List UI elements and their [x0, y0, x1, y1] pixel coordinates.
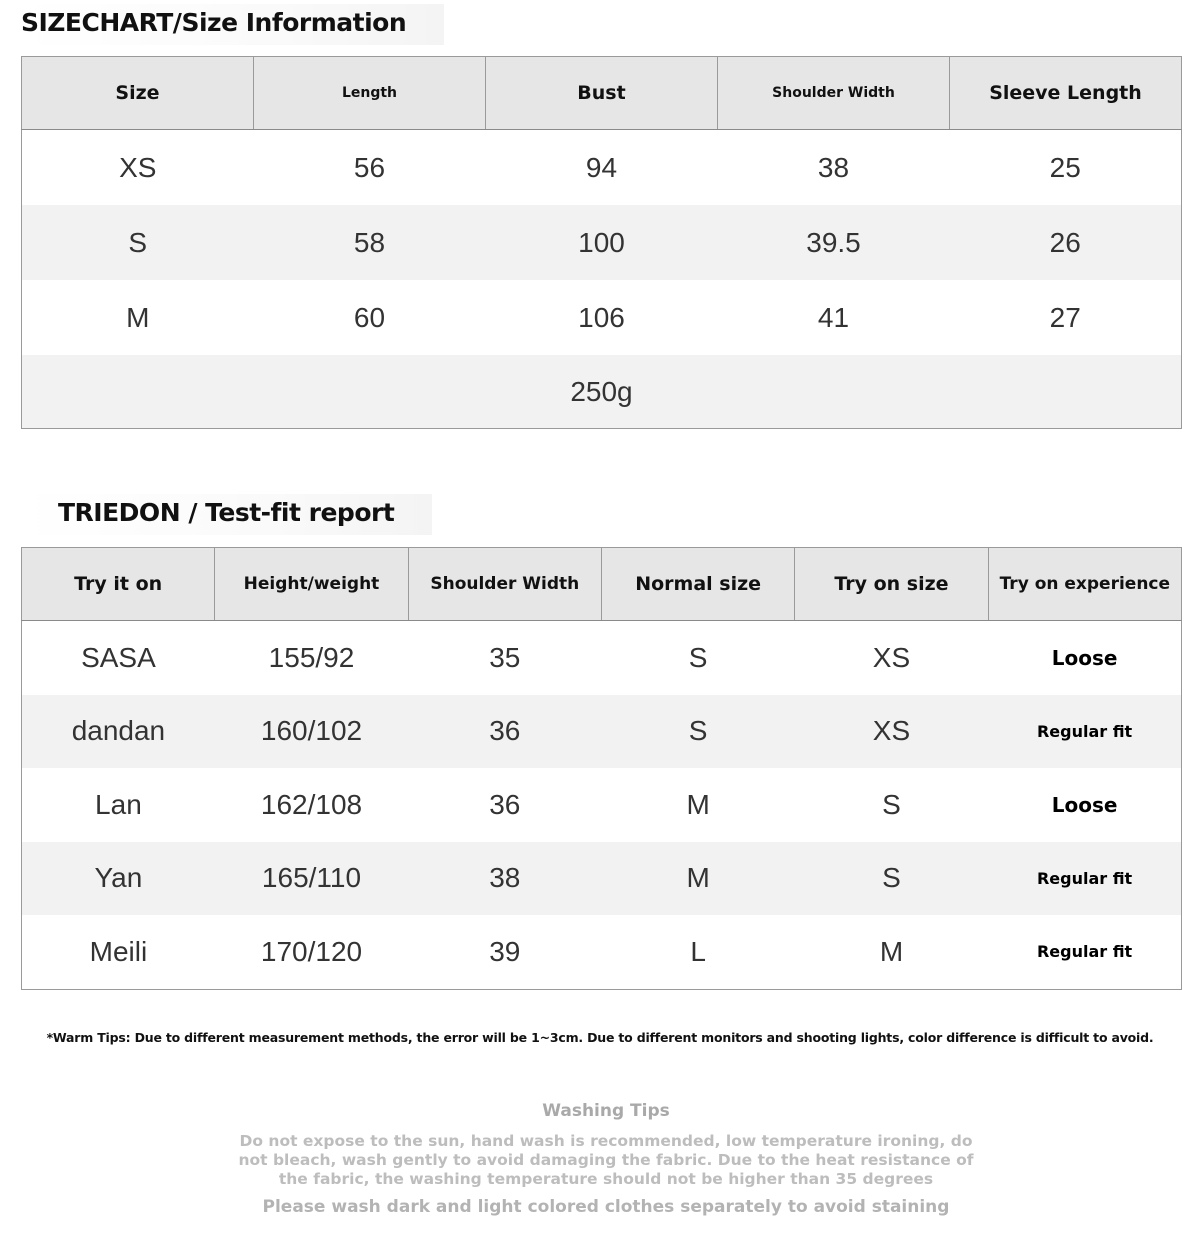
cell-experience: Loose	[1051, 645, 1118, 670]
cell-size: XS	[119, 151, 157, 183]
weight-row	[22, 355, 1182, 429]
cell-name: Lan	[95, 788, 142, 820]
cell-try-on-size: XS	[872, 641, 911, 673]
cell-try-on-size: M	[879, 935, 904, 967]
header-bust: Bust	[486, 57, 718, 130]
header-size: Size	[22, 57, 254, 130]
header-shoulder-width: Shoulder Width	[718, 57, 950, 130]
cell-name: SASA	[81, 641, 156, 673]
test-fit-title: TRIEDON / Test-fit report	[21, 494, 432, 535]
table-row	[22, 280, 1182, 355]
cell-try-on-size: XS	[795, 695, 988, 769]
cell-name: Meili	[89, 935, 148, 967]
size-info-title: SIZECHART/Size Information	[21, 4, 444, 45]
cell-sleeve: 26	[950, 205, 1182, 280]
header-normal-size: Normal size	[601, 548, 794, 621]
header-try-on-size: Try on size	[795, 548, 988, 621]
test-fit-table	[21, 547, 1182, 990]
weight-cell: 250g	[22, 355, 1182, 429]
cell-name: Yan	[22, 842, 215, 916]
cell-size: S	[22, 205, 254, 280]
cell-height-weight: 160/102	[215, 695, 408, 769]
table-row	[22, 842, 1182, 916]
header-length: Length	[254, 57, 486, 130]
washing-tips-title: Washing Tips	[542, 1101, 670, 1121]
cell-height-weight: 155/92	[268, 641, 355, 673]
table-header-row	[22, 548, 1182, 621]
header-shoulder-width: Shoulder Width	[408, 548, 601, 621]
cell-shoulder: 39	[489, 935, 521, 967]
cell-height-weight: 165/110	[215, 842, 408, 916]
cell-length: 56	[353, 151, 386, 183]
cell-normal-size: S	[688, 641, 708, 673]
size-chart-table	[21, 56, 1182, 429]
table-row	[22, 205, 1182, 280]
cell-bust: 100	[486, 205, 718, 280]
table-header-row	[22, 57, 1182, 130]
header-height-weight: Height/weight	[215, 548, 408, 621]
cell-length: 58	[254, 205, 486, 280]
cell-size: M	[126, 301, 150, 333]
cell-normal-size: M	[686, 788, 710, 820]
cell-experience: Regular fit	[1036, 942, 1133, 962]
header-sleeve-length: Sleeve Length	[950, 57, 1182, 130]
table-row	[22, 695, 1182, 769]
cell-experience: Regular fit	[988, 842, 1181, 916]
cell-shoulder: 38	[408, 842, 601, 916]
cell-normal-size: L	[690, 935, 706, 967]
table-row	[22, 915, 1182, 989]
cell-height-weight: 170/120	[260, 935, 363, 967]
cell-shoulder: 36	[408, 695, 601, 769]
table-row	[22, 768, 1182, 842]
header-try-on-experience: Try on experience	[988, 548, 1181, 621]
washing-tips-note: Please wash dark and light colored clothes separately to avoid staining	[262, 1197, 950, 1217]
table-row	[22, 621, 1182, 695]
cell-shoulder: 39.5	[718, 205, 950, 280]
cell-bust: 94	[585, 151, 618, 183]
table-row	[22, 130, 1182, 206]
cell-try-on-size: S	[795, 842, 988, 916]
cell-sleeve: 27	[1049, 301, 1081, 333]
cell-experience: Loose	[1051, 792, 1118, 817]
cell-shoulder: 36	[489, 788, 521, 820]
cell-sleeve: 25	[1049, 151, 1081, 183]
cell-length: 60	[353, 301, 386, 333]
cell-name: dandan	[22, 695, 215, 769]
cell-experience: Regular fit	[988, 695, 1181, 769]
cell-normal-size: S	[601, 695, 794, 769]
cell-bust: 106	[578, 301, 625, 333]
cell-height-weight: 162/108	[260, 788, 363, 820]
header-try-it-on: Try it on	[22, 548, 215, 621]
cell-shoulder: 41	[817, 301, 850, 333]
cell-shoulder: 38	[817, 151, 850, 183]
washing-tips-body: Do not expose to the sun, hand wash is recommended, low temperature ironing, do not bleach, wash gently to avoid damaging the fabric. Due to the heat resistance of the fabric, the washing temperature should not be higher than 35 degrees	[238, 1132, 974, 1188]
warm-tips: *Warm Tips: Due to different measurement methods, the error will be 1~3cm. Due to different monitors and shooting lights, color difference is difficult to avoid.	[46, 1030, 1154, 1045]
cell-normal-size: M	[601, 842, 794, 916]
cell-shoulder: 35	[489, 641, 521, 673]
cell-try-on-size: S	[882, 788, 901, 820]
